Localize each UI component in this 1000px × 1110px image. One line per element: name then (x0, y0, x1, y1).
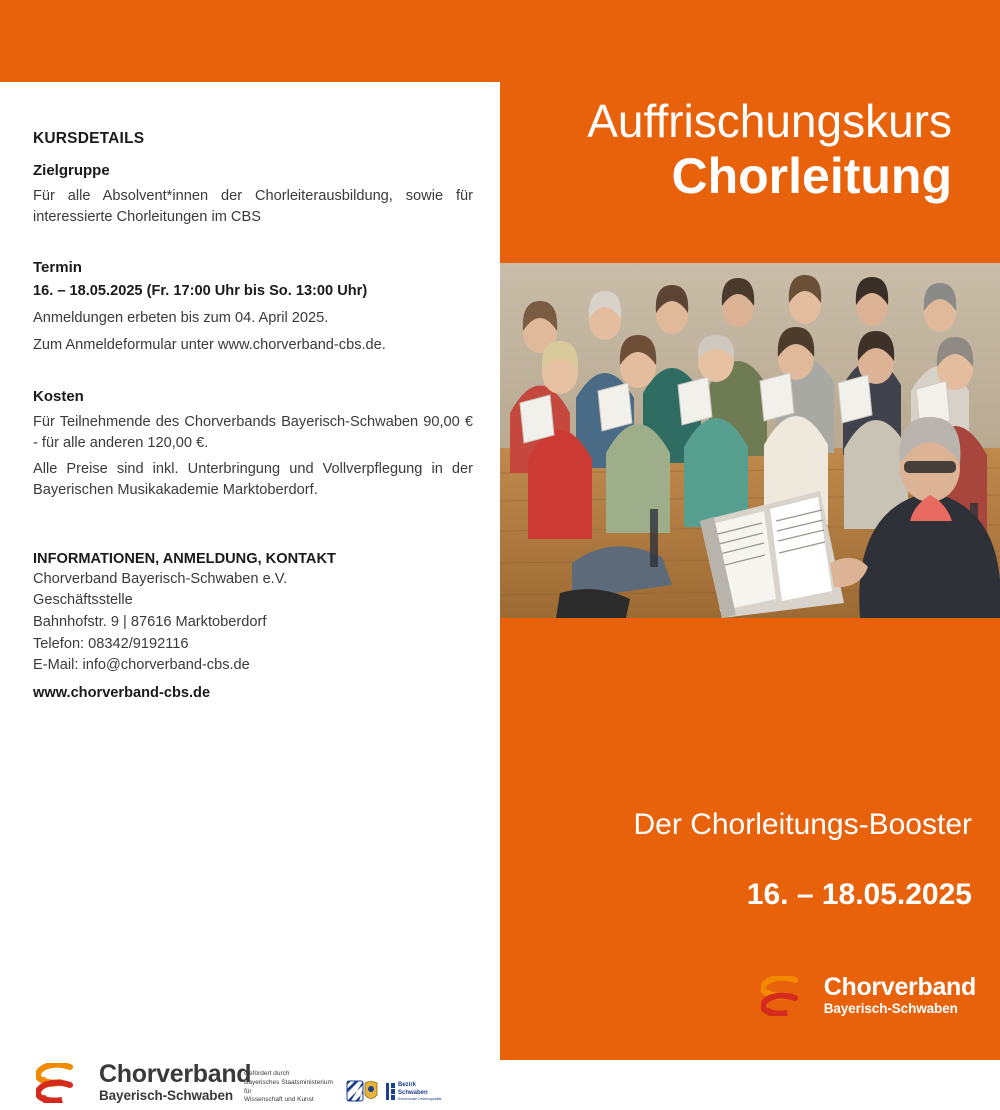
hero-title-line1: Auffrischungskurs (587, 95, 952, 147)
logo-region-left: Bayerisch-Schwaben (99, 1088, 234, 1103)
bezirk-bars-icon (386, 1083, 395, 1100)
section-kosten (33, 388, 473, 501)
logo-name: Chorverband (823, 973, 976, 1001)
kontakt-address: Bahnhofstr. 9 | 87616 Marktoberdorf (33, 613, 267, 630)
logo-region: Bayerisch-Schwaben (823, 1001, 958, 1016)
kontakt-email[interactable]: E-Mail: info@chorverband-cbs.de (33, 657, 250, 674)
kontakt-heading: INFORMATIONEN, ANMELDUNG, KONTAKT (33, 550, 336, 567)
termin-line2: Zum Anmeldeformular unter www.chorverband-cbs.de. (33, 337, 386, 354)
ministry-line2: Wissenschaft und Kunst (244, 1096, 314, 1104)
logo-chorverband-left (36, 1062, 251, 1105)
logo-chorverband-right (761, 975, 976, 1018)
bezirk-line1: Bezirk (398, 1082, 417, 1089)
termin-label: Termin (33, 259, 82, 277)
bezirk-line2: Schwaben (398, 1089, 428, 1096)
chorverband-logo-mark (761, 976, 815, 1016)
logo-name-left: Chorverband (99, 1060, 252, 1088)
details-content (33, 130, 473, 701)
kosten-line2: Alle Preise sind inkl. Unterbringung und Vollverpflegung in der Bayerischen Musikakademie Marktoberdorf. (33, 461, 473, 499)
ministry-line1: Bayerisches Staatsministerium für (244, 1078, 333, 1095)
bezirk-schwaben-logo (386, 1082, 442, 1101)
funding-label: Gefördert durch (244, 1070, 290, 1077)
kontakt-org: Chorverband Bayerisch-Schwaben e.V. (33, 570, 288, 587)
section-zielgruppe (33, 162, 473, 227)
kontakt-office: Geschäftsstelle (33, 592, 133, 609)
bezirk-sub: Kommunale Lebensqualität (398, 1097, 442, 1102)
bavaria-crest-icon (346, 1079, 380, 1105)
funding-row (244, 1079, 494, 1105)
details-panel (0, 82, 500, 1104)
termin-line1: Anmeldungen erbeten bis zum 04. April 2025. (33, 310, 329, 327)
details-heading: KURSDETAILS (33, 130, 145, 147)
hero-column (500, 0, 1000, 1060)
hero-title (500, 95, 980, 204)
section-termin (33, 259, 473, 355)
choir-photo (500, 263, 1000, 618)
ministry-text (244, 1079, 340, 1105)
funding-block (244, 1070, 494, 1105)
hero-title-line2: Chorleitung (671, 148, 952, 204)
hero-subtitle: Der Chorleitungs-Booster (633, 808, 972, 841)
kosten-line1: Für Teilnehmende des Chorverbands Bayerisch-Schwaben 90,00 € - für alle anderen 120,00 €. (33, 413, 473, 451)
zielgruppe-text: Für alle Absolvent*innen der Chorleiterausbildung, sowie für interessierte Chorleitungen im CBS (33, 188, 473, 225)
bezirk-text (398, 1082, 442, 1101)
hero-dates: 16. – 18.05.2025 (746, 878, 972, 911)
kontakt-phone: Telefon: 08342/9192116 (33, 635, 189, 652)
termin-main: 16. – 18.05.2025 (Fr. 17:00 Uhr bis So. 13:00 Uhr) (33, 283, 368, 300)
zielgruppe-label: Zielgruppe (33, 162, 110, 179)
kontakt-website[interactable]: www.chorverband-cbs.de (33, 684, 211, 701)
kosten-label: Kosten (33, 387, 84, 405)
section-kontakt (33, 551, 473, 701)
chorverband-logo-mark-left (36, 1063, 90, 1103)
